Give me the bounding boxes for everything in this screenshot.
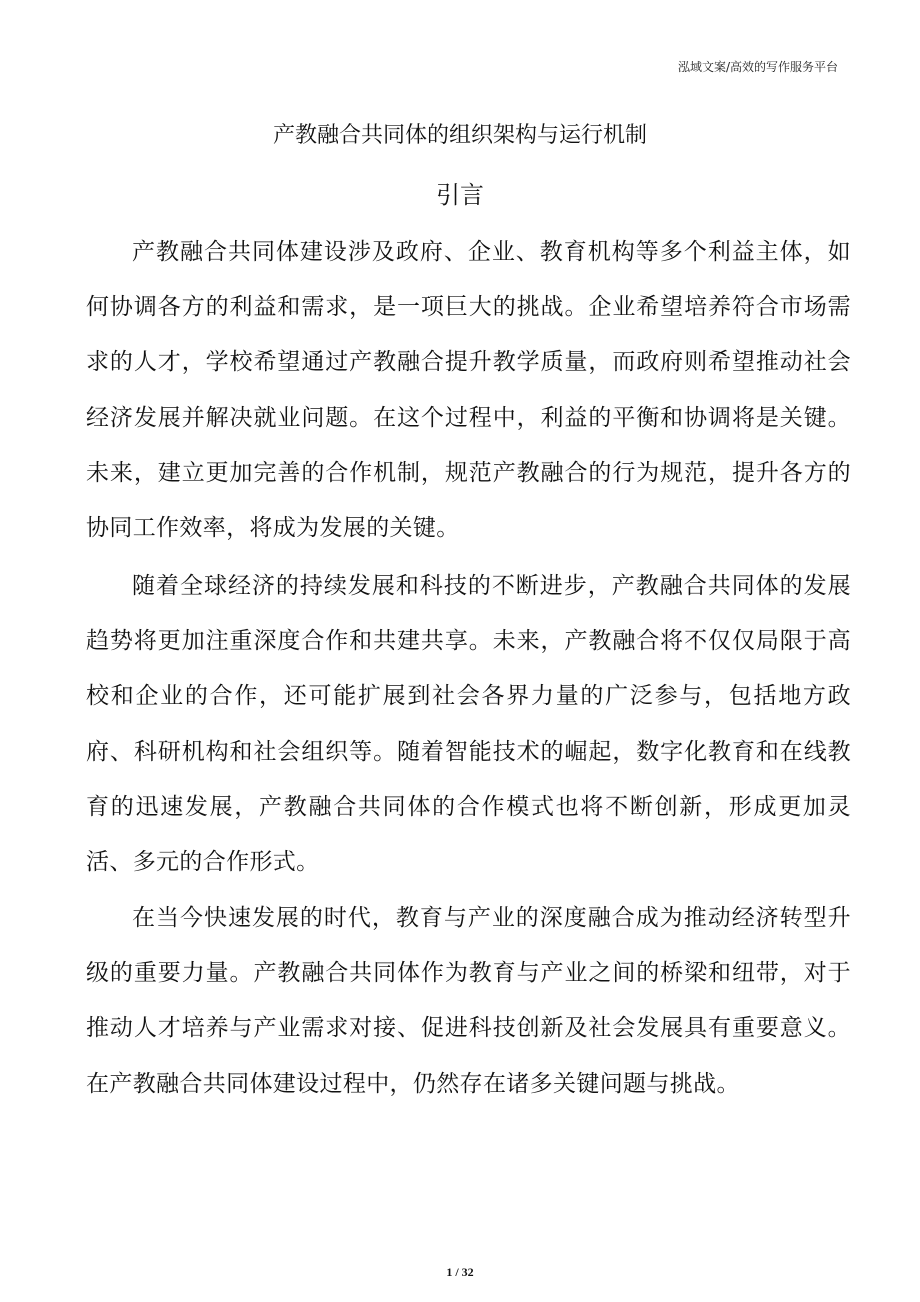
document-title: 产教融合共同体的组织架构与运行机制	[272, 123, 647, 148]
page-number: 1 / 32	[446, 1265, 474, 1279]
section-heading-introduction: 引言	[436, 181, 484, 209]
body-paragraph-1: 产教融合共同体建设涉及政府、企业、教育机构等多个利益主体，如何协调各方的利益和需求，是一项巨大的挑战。企业希望培养符合市场需求的人才，学校希望通过产教融合提升教学质量，而政府则希望推动社会经济发展并解决就业问题。在这个过程中，利益的平衡和协调将是关键。未来，建立更加完善的合作机制，规范产教融合的行为规范，提升各方的协同工作效率，将成为发展的关键。	[86, 239, 851, 542]
header-site-name: 泓域文案/高效的写作服务平台	[677, 60, 838, 74]
body-paragraph-3: 在当今快速发展的时代，教育与产业的深度融合成为推动经济转型升级的重要力量。产教融合共同体作为教育与产业之间的桥梁和纽带，对于推动人才培养与产业需求对接、促进科技创新及社会发展具有重要意义。在产教融合共同体建设过程中，仍然存在诸多关键问题与挑战。	[86, 905, 851, 1097]
body-paragraph-2: 随着全球经济的持续发展和科技的不断进步，产教融合共同体的发展趋势将更加注重深度合作和共建共享。未来，产教融合将不仅仅局限于高校和企业的合作，还可能扩展到社会各界力量的广泛参与，包括地方政府、科研机构和社会组织等。随着智能技术的崛起，数字化教育和在线教育的迅速发展，产教融合共同体的合作模式也将不断创新，形成更加灵活、多元的合作形式。	[86, 573, 851, 876]
